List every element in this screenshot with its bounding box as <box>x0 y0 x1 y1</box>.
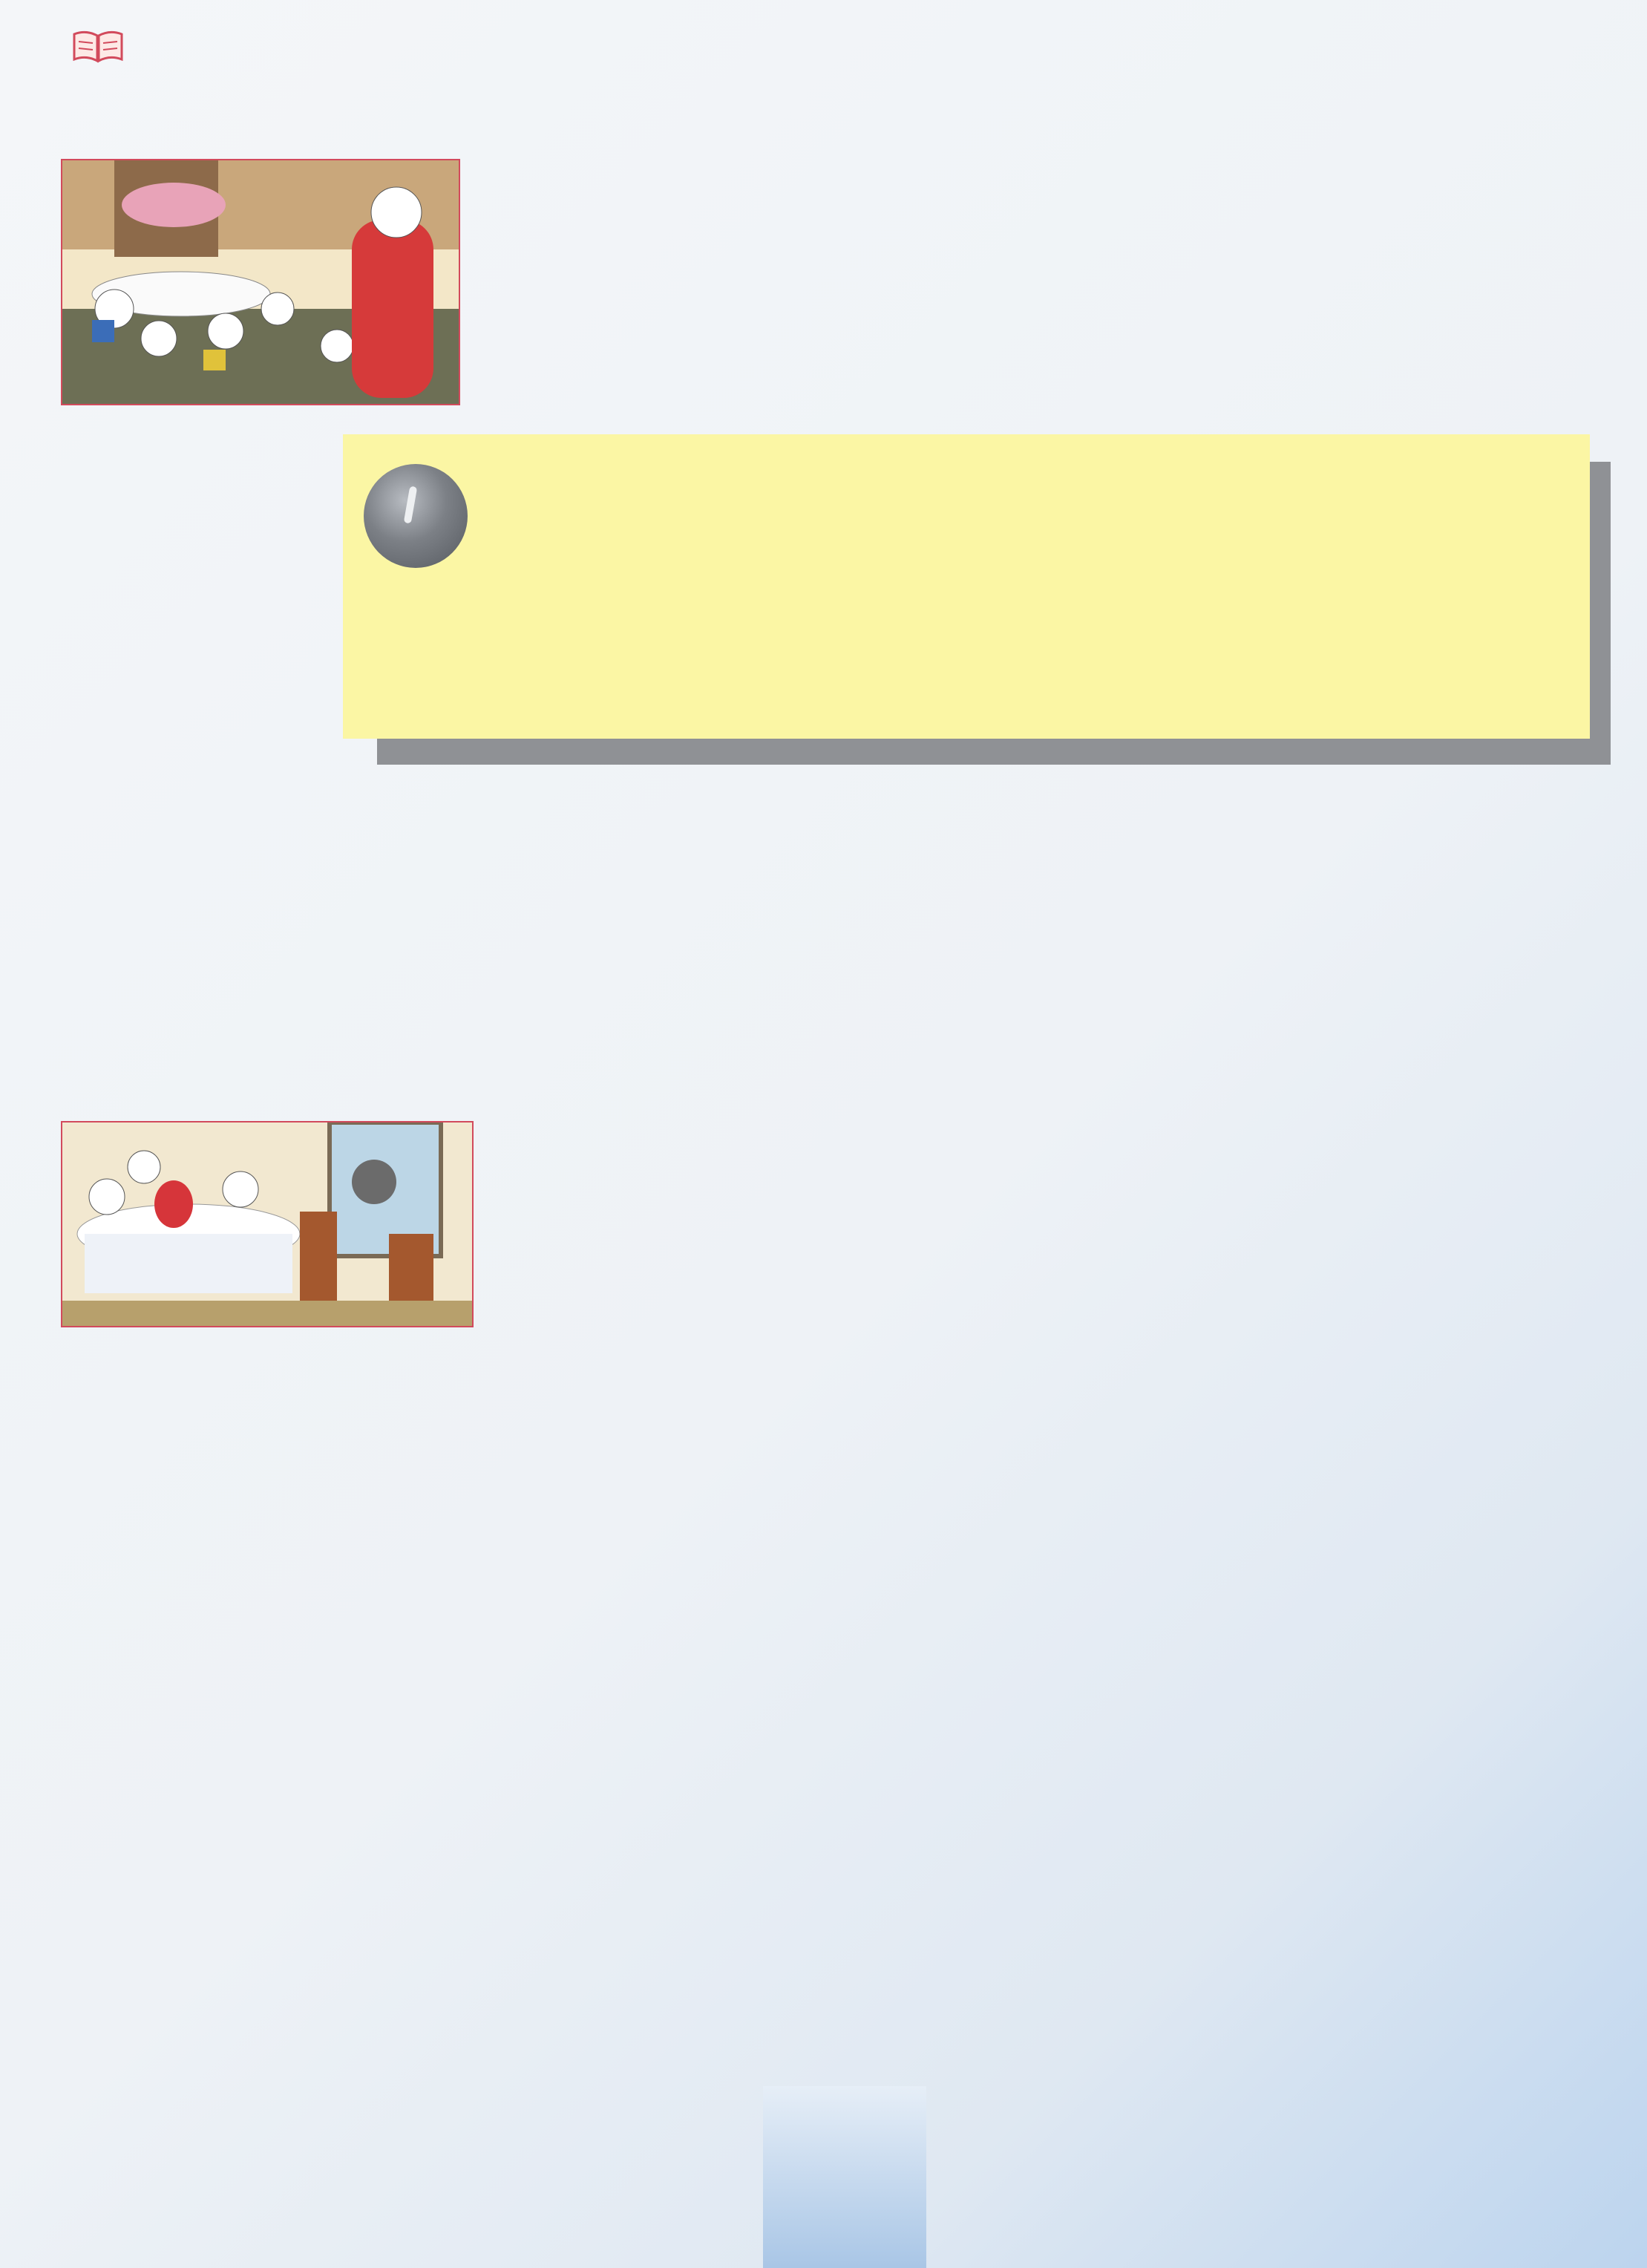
vocab-box <box>343 434 1590 739</box>
page-number-box <box>763 2086 926 2268</box>
illustration-goat-family <box>61 159 460 405</box>
open-book-icon <box>71 27 125 65</box>
audio-disc-icon <box>364 464 468 568</box>
illustration-wolf-at-door <box>61 1121 474 1327</box>
